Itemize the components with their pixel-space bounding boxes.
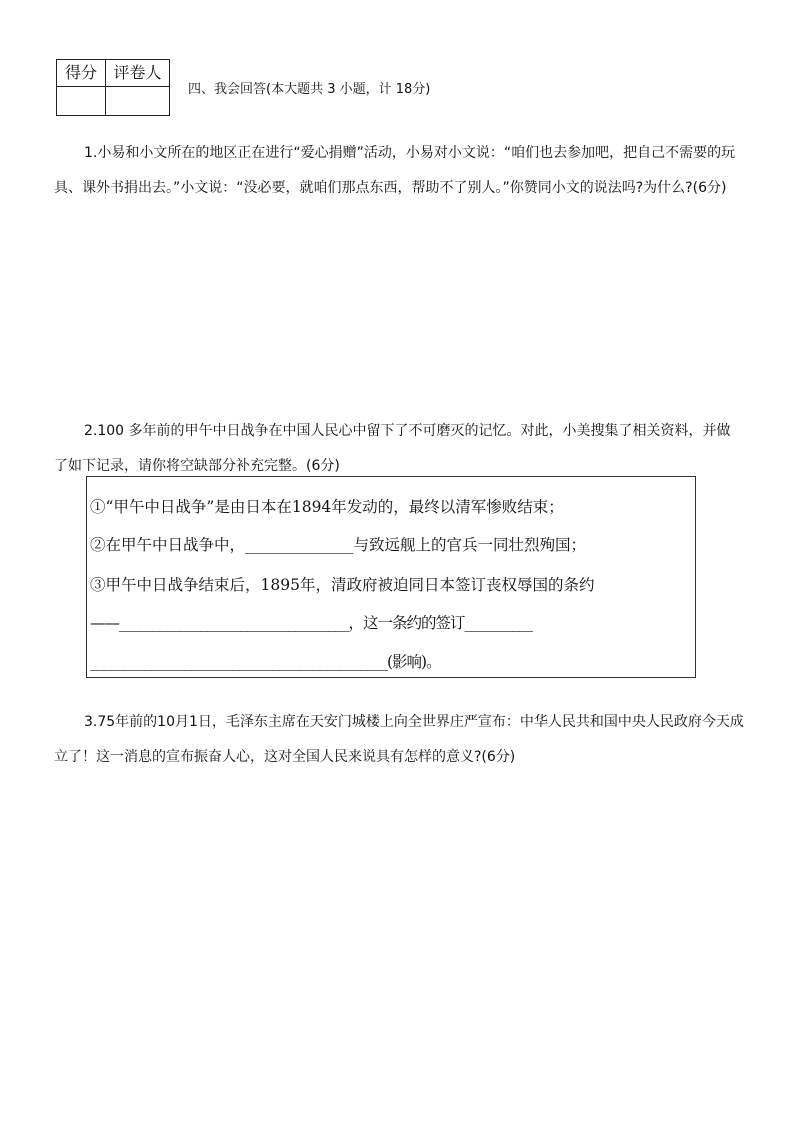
grader-cell[interactable] xyxy=(106,87,170,116)
question-2 xyxy=(54,414,744,484)
question-3-text: 3.75年前的10月1日，毛泽东主席在天安门城楼上向全世界庄严宣布：中华人民共和国中央人民政府今天成立了！这一消息的宣布振奋人心，这对全国人民来说具有怎样的意义?(6分) xyxy=(54,714,744,765)
record-line-4[interactable]: ——__________________________________，这一条约的签订__________ xyxy=(90,614,533,632)
question-2-text: 2.100 多年前的甲午中日战争在中国人民心中留下了不可磨灭的记忆。对此，小美搜集了相关资料，并做了如下记录，请你将空缺部分补充完整。(6分) xyxy=(54,423,731,474)
section-title: 四、我会回答(本大题共 3 小题，计 18分) xyxy=(188,82,431,97)
record-line-5[interactable]: ____________________________________________(影响)。 xyxy=(90,653,441,671)
score-label: 得分 xyxy=(57,60,106,87)
question-3 xyxy=(54,705,744,775)
score-table xyxy=(56,59,170,116)
question-1 xyxy=(54,136,744,206)
record-line-3: ③甲午中日战争结束后，1895年，清政府被迫同日本签订丧权辱国的条约 xyxy=(90,576,595,594)
record-line-2[interactable]: ②在甲午中日战争中，______________与致远舰上的官兵一同壮烈殉国； xyxy=(90,536,587,554)
question-1-text: 1.小易和小文所在的地区正在进行“爱心捐赠”活动，小易对小文说：“咱们也去参加吧，把自己不需要的玩具、课外书捐出去。”小文说：“没必要，就咱们那点东西，帮助不了别人。”你赞同小文的说法吗?为什么?(6分) xyxy=(54,145,736,196)
score-cell[interactable] xyxy=(57,87,106,116)
record-line-1: ①“甲午中日战争”是由日本在1894年发动的，最终以清军惨败结束； xyxy=(90,498,564,516)
record-box xyxy=(86,476,696,678)
grader-label: 评卷人 xyxy=(106,60,170,87)
